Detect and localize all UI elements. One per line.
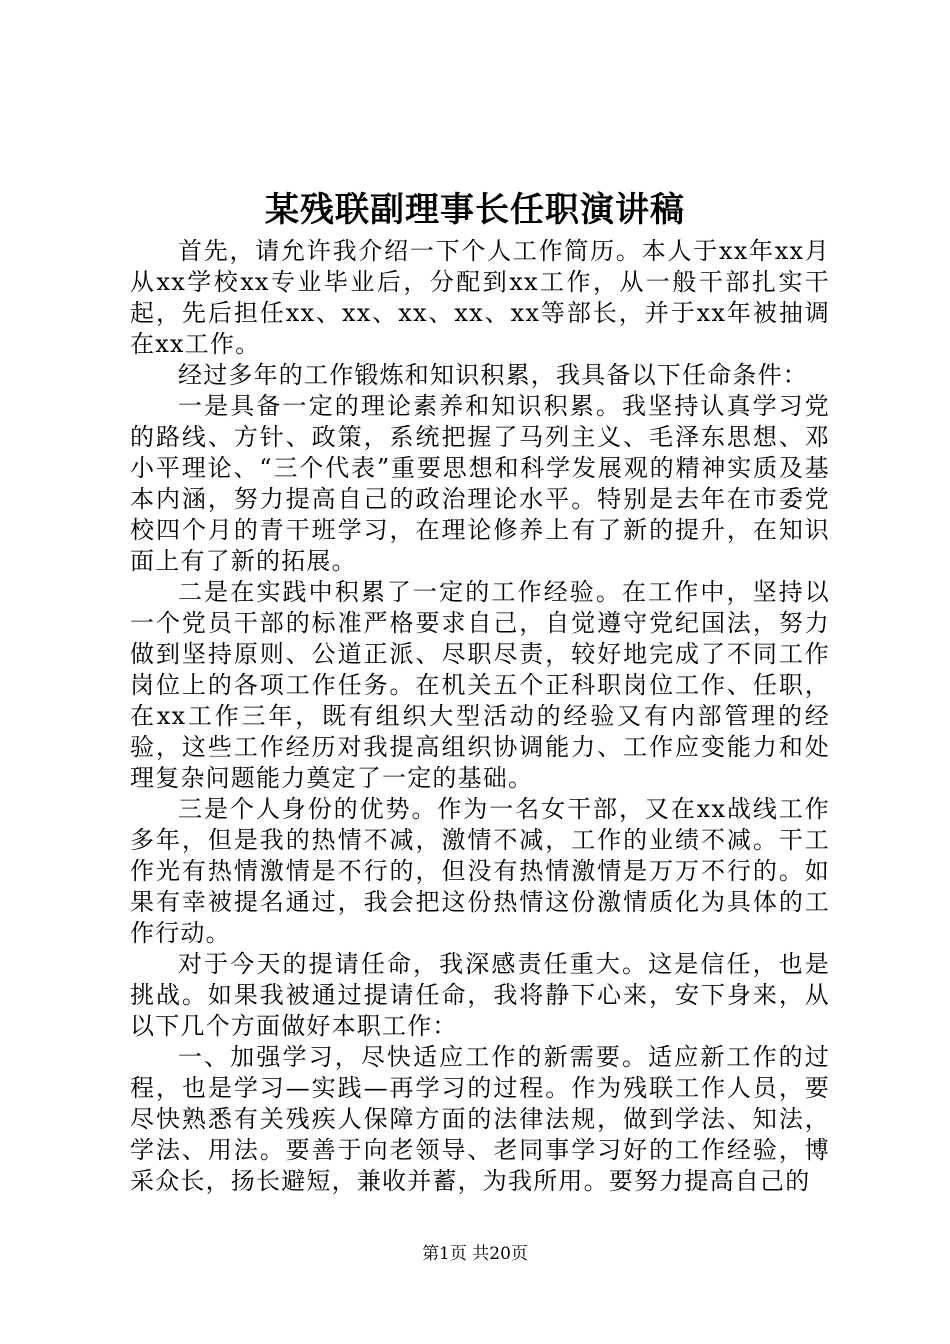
paragraph-conditions-intro: 经过多年的工作锻炼和知识积累，我具备以下任命条件：: [178, 361, 808, 389]
paragraph-condition-experience: 二是在实践中积累了一定的工作经验。在工作中，坚持以一个党员干部的标准严格要求自己，自觉遵守党纪国法，努力做到坚持原则、公道正派、尽职尽责，较好地完成了不同工作岗位上的各项工作任务。在机关五个正科职岗位工作、任职，在xx工作三年，既有组织大型活动的经验又有内部管理的经验，这些工作经历对我提高组织协调能力、工作应变能力和处理复杂问题能力奠定了一定的基础。: [130, 578, 830, 792]
document-body: [130, 236, 830, 1197]
paragraph-responsibility: 对于今天的提请任命，我深感责任重大。这是信任，也是挑战。如果我被通过提请任命，我将静下心来，安下身来，从以下几个方面做好本职工作：: [130, 950, 830, 1040]
paragraph-resume: 首先，请允许我介绍一下个人工作简历。本人于xx年xx月从xx学校xx专业毕业后，分配到xx工作，从一般干部扎实干起，先后担任xx、xx、xx、xx、xx等部长，并于xx年被抽调在xx工作。: [130, 237, 830, 358]
paragraph-plan-study: 一、加强学习，尽快适应工作的新需要。适应新工作的过程，也是学习—实践—再学习的过程。作为残联工作人员，要尽快熟悉有关残疾人保障方面的法律法规，做到学法、知法，学法、用法。要善于向老领导、老同事学习好的工作经验，博采众长，扬长避短，兼收并蓄，为我所用。要努力提高自己的: [130, 1043, 830, 1195]
paragraph-condition-theory: 一是具备一定的理论素养和知识积累。我坚持认真学习党的路线、方针、政策，系统把握了马列主义、毛泽东思想、邓小平理论、“三个代表”重要思想和科学发展观的精神实质及基本内涵，努力提高自己的政治理论水平。特别是去年在市委党校四个月的青干班学习，在理论修养上有了新的提升，在知识面上有了新的拓展。: [130, 392, 830, 575]
document-title: 某残联副理事长任职演讲稿: [265, 190, 685, 230]
paragraph-condition-identity: 三是个人身份的优势。作为一名女干部，又在xx战线工作多年，但是我的热情不减，激情不减，工作的业绩不减。干工作光有热情激情是不行的，但没有热情激情是万万不行的。如果有幸被提名通过，我会把这份热情这份激情质化为具体的工作行动。: [130, 795, 830, 947]
page-footer: 第1页 共20页: [422, 1244, 528, 1264]
